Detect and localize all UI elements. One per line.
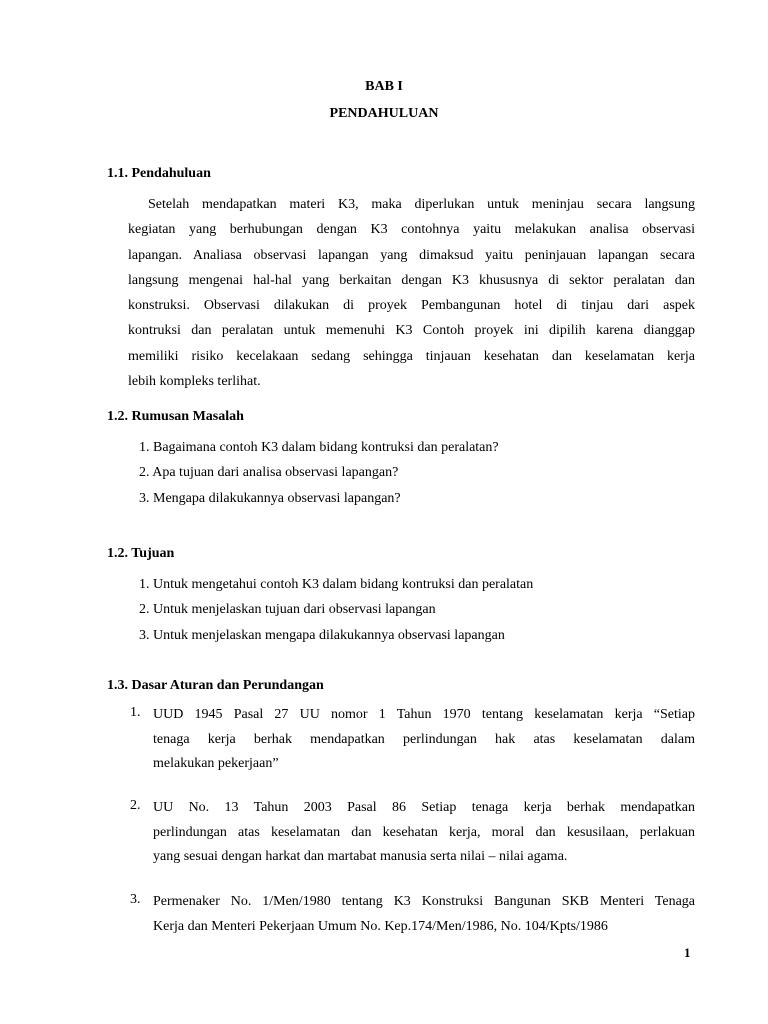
- chapter-label: BAB I: [365, 79, 403, 94]
- regulation-number: 3.: [130, 892, 141, 907]
- regulation-line: perlindungan atas keselamatan dan kesehatan kerja, moral dan kesusilaan, perlakuan: [153, 824, 695, 840]
- regulation-line: yang sesuai dengan harkat dan martabat manusia serta nilai – nilai agama.: [153, 849, 568, 865]
- list-item: 2. Untuk menjelaskan tujuan dari observasi lapangan: [139, 602, 436, 617]
- list-item: 3. Mengapa dilakukannya observasi lapangan?: [139, 491, 401, 506]
- regulation-line: UUD 1945 Pasal 27 UU nomor 1 Tahun 1970 tentang keselamatan kerja “Setiap: [153, 707, 695, 722]
- list-item: 1. Untuk mengetahui contoh K3 dalam bidang kontruksi dan peralatan: [139, 577, 534, 592]
- paragraph-line: lapangan. Analiasa observasi lapangan yang dimaksud yaitu peninjauan lapangan secara: [128, 247, 695, 263]
- paragraph-line: konstruksi. Observasi dilakukan di proyek Pembangunan hotel di tinjau dari aspek: [128, 298, 695, 314]
- section-heading-rumusan-masalah: 1.2. Rumusan Masalah: [107, 409, 244, 424]
- paragraph-line: lebih kompleks terlihat.: [128, 374, 261, 390]
- paragraph-line: memiliki risiko kecelakaan sedang sehingga tinjauan kesehatan dan keselamatan kerja: [128, 348, 695, 364]
- page-number: 1: [684, 945, 691, 960]
- paragraph-line: langsung mengenai hal-hal yang berkaitan dengan K3 khususnya di sektor peralatan dan: [128, 272, 695, 288]
- paragraph-line: Setelah mendapatkan materi K3, maka diperlukan untuk meninjau secara langsung: [148, 197, 695, 212]
- chapter-title: PENDAHULUAN: [329, 106, 439, 121]
- regulation-number: 1.: [130, 705, 141, 720]
- regulation-line: Permenaker No. 1/Men/1980 tentang K3 Konstruksi Bangunan SKB Menteri Tenaga: [153, 894, 695, 909]
- section-heading-dasar-aturan: 1.3. Dasar Aturan dan Perundangan: [107, 678, 324, 693]
- list-item: 1. Bagaimana contoh K3 dalam bidang kontruksi dan peralatan?: [139, 440, 499, 455]
- regulation-line: Kerja dan Menteri Pekerjaan Umum No. Kep.174/Men/1986, No. 104/Kpts/1986: [153, 918, 608, 934]
- list-item: 3. Untuk menjelaskan mengapa dilakukannya observasi lapangan: [139, 628, 505, 643]
- paragraph-line: kontruksi dan peralatan untuk memenuhi K3 Contoh proyek ini dipilih karena dianggap: [128, 323, 695, 339]
- regulation-line: melakukan pekerjaan”: [153, 756, 279, 772]
- section-heading-tujuan: 1.2. Tujuan: [107, 546, 175, 561]
- section-heading-pendahuluan: 1.1. Pendahuluan: [107, 166, 211, 181]
- regulation-number: 2.: [130, 798, 141, 813]
- regulation-line: tenaga kerja berhak mendapatkan perlindungan hak atas keselamatan dalam: [153, 731, 695, 747]
- intro-paragraph: [128, 192, 695, 394]
- list-item: 2. Apa tujuan dari analisa observasi lapangan?: [139, 465, 399, 480]
- regulation-line: UU No. 13 Tahun 2003 Pasal 86 Setiap tenaga kerja berhak mendapatkan: [153, 800, 695, 815]
- paragraph-line: kegiatan yang berhubungan dengan K3 contohnya yaitu melakukan analisa observasi: [128, 222, 695, 238]
